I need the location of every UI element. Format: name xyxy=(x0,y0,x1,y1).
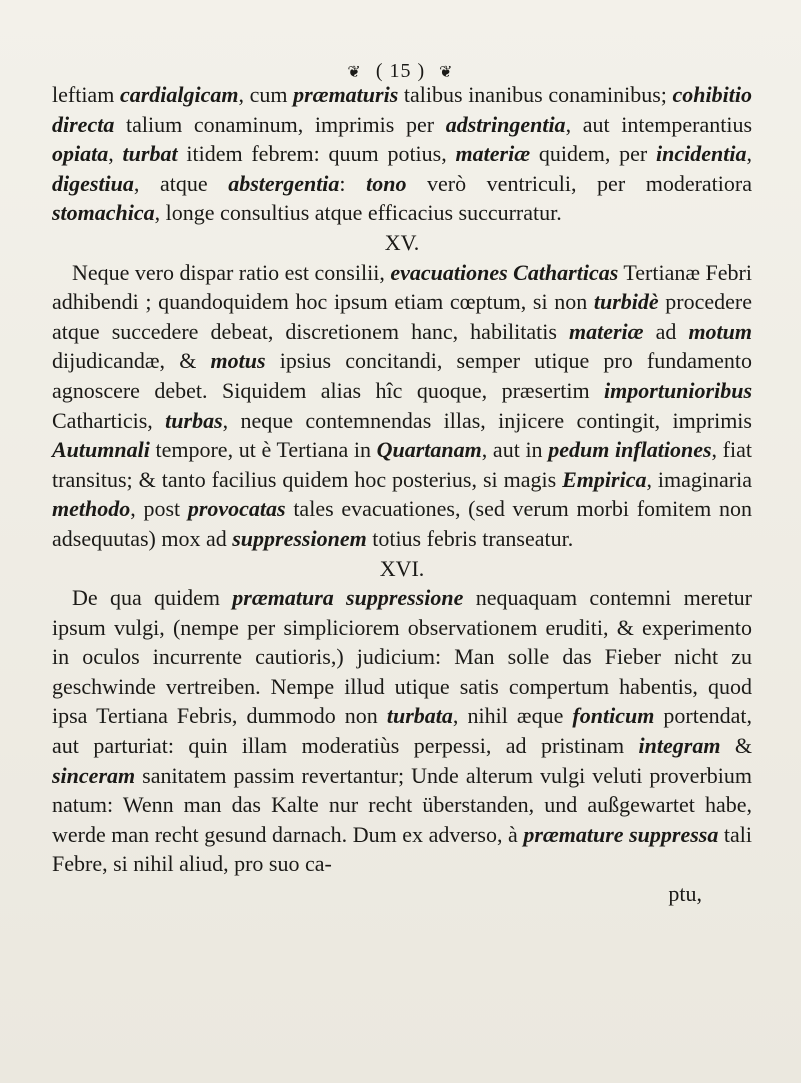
italic-text: præmaturis xyxy=(293,82,399,107)
paragraph: Neque vero dispar ratio est consilii, evacuationes Catharticas Tertianæ Febri adhibendi ; quandoquidem hoc ipsum etiam cœptum, si non turbidè procedere atque succedere debeat, discretionem hanc, habilitatis materiæ ad motum dijudicandæ, & motus ipsius concitandi, semper utique pro fundamento agnoscere debet. Siquidem alias hîc quoque, præsertim importunioribus Catharticis, turbas, neque contemnendas illas, injicere contingit, imprimis Autumnali tempore, ut è Tertiana in Quartanam, aut in pedum inflationes, fiat transitus; & tanto facilius quidem hoc posterius, si magis Empirica, imaginaria methodo, post provocatas tales evacuationes, (sed verum morbi fomitem non adsequutas) mox ad suppressionem totius febris transeatur. xyxy=(52,259,753,551)
page-body xyxy=(52,80,752,909)
italic-text: integram xyxy=(638,733,721,759)
page-number: ( 15 ) xyxy=(375,60,426,82)
italic-text: incidentia xyxy=(656,141,747,167)
left-ornament-icon: ❦ xyxy=(347,64,362,81)
italic-text: præmature suppressa xyxy=(523,821,719,847)
section-number: XV. xyxy=(384,229,420,255)
italic-text: turbata xyxy=(386,703,453,729)
italic-text: cohibitio directa xyxy=(52,82,752,137)
catchword: ptu, xyxy=(668,881,702,907)
italic-text: Empirica xyxy=(562,466,647,492)
italic-text: turbidè xyxy=(593,289,659,315)
italic-text: fonticum xyxy=(572,703,655,729)
italic-text: materiæ xyxy=(455,141,531,167)
italic-text: adstringentia xyxy=(445,111,566,137)
italic-text: suppressionem xyxy=(232,525,367,551)
italic-text: opiata xyxy=(52,141,109,167)
italic-text: cardialgicam xyxy=(119,82,239,107)
italic-text: digestiua xyxy=(52,170,134,196)
italic-text: materiæ xyxy=(569,318,644,344)
italic-text: provocatas xyxy=(187,496,286,522)
italic-text: evacuationes Catharticas xyxy=(390,259,619,285)
italic-text: methodo xyxy=(52,496,131,522)
italic-text: importunioribus xyxy=(604,377,752,403)
italic-text: Quartanam xyxy=(376,437,482,463)
paragraph: De qua quidem præmatura suppressione nequaquam contemni meretur ipsum vulgi, (nempe per simpliciorem observationem eruditi, & experimento in oculos incurrente cautioris,) judicium: Man solle das Fieber nicht zu geschwinde vertreiben. Nempe illud utique satis compertum habentis, quod ipsa Tertiana Febris, dummodo non turbata, nihil æque fonticum portendat, aut parturiat: quin illam moderatiùs perpessi, ad pristinam integram & sinceram sanitatem passim revertantur; Unde alterum vulgi veluti proverbium natum: Wenn man das Kalte nur recht überstanden, und außgewartet habe, werde man recht gesund darnach. Dum ex adverso, à præmature suppressa tali Febre, si nihil aliud, pro suo ca- xyxy=(52,585,752,877)
italic-text: motum xyxy=(688,318,753,344)
right-ornament-icon: ❦ xyxy=(439,64,454,81)
section-number: XVI. xyxy=(379,555,425,581)
italic-text: sinceram xyxy=(52,762,136,788)
paragraph: leftiam cardialgicam, cum præmaturis talibus inanibus conaminibus; cohibitio directa talium conaminum, imprimis per adstringentia, aut intemperantius opiata, turbat itidem febrem: quum potius, materiæ quidem, per incidentia, digestiua, atque abstergentia: tono verò ventriculi, per moderatiora stomachica, longe consultius atque efficacius succurratur. xyxy=(52,82,752,226)
italic-text: motus xyxy=(210,348,266,374)
italic-text: stomachica xyxy=(52,200,155,226)
italic-text: pedum inflationes xyxy=(548,437,712,463)
italic-text: turbas xyxy=(165,407,223,433)
italic-text: turbat xyxy=(122,141,178,167)
italic-text: Autumnali xyxy=(52,437,150,463)
italic-text: tono xyxy=(366,170,407,196)
italic-text: præmatura suppressione xyxy=(232,585,464,611)
italic-text: abstergentia xyxy=(228,170,340,196)
